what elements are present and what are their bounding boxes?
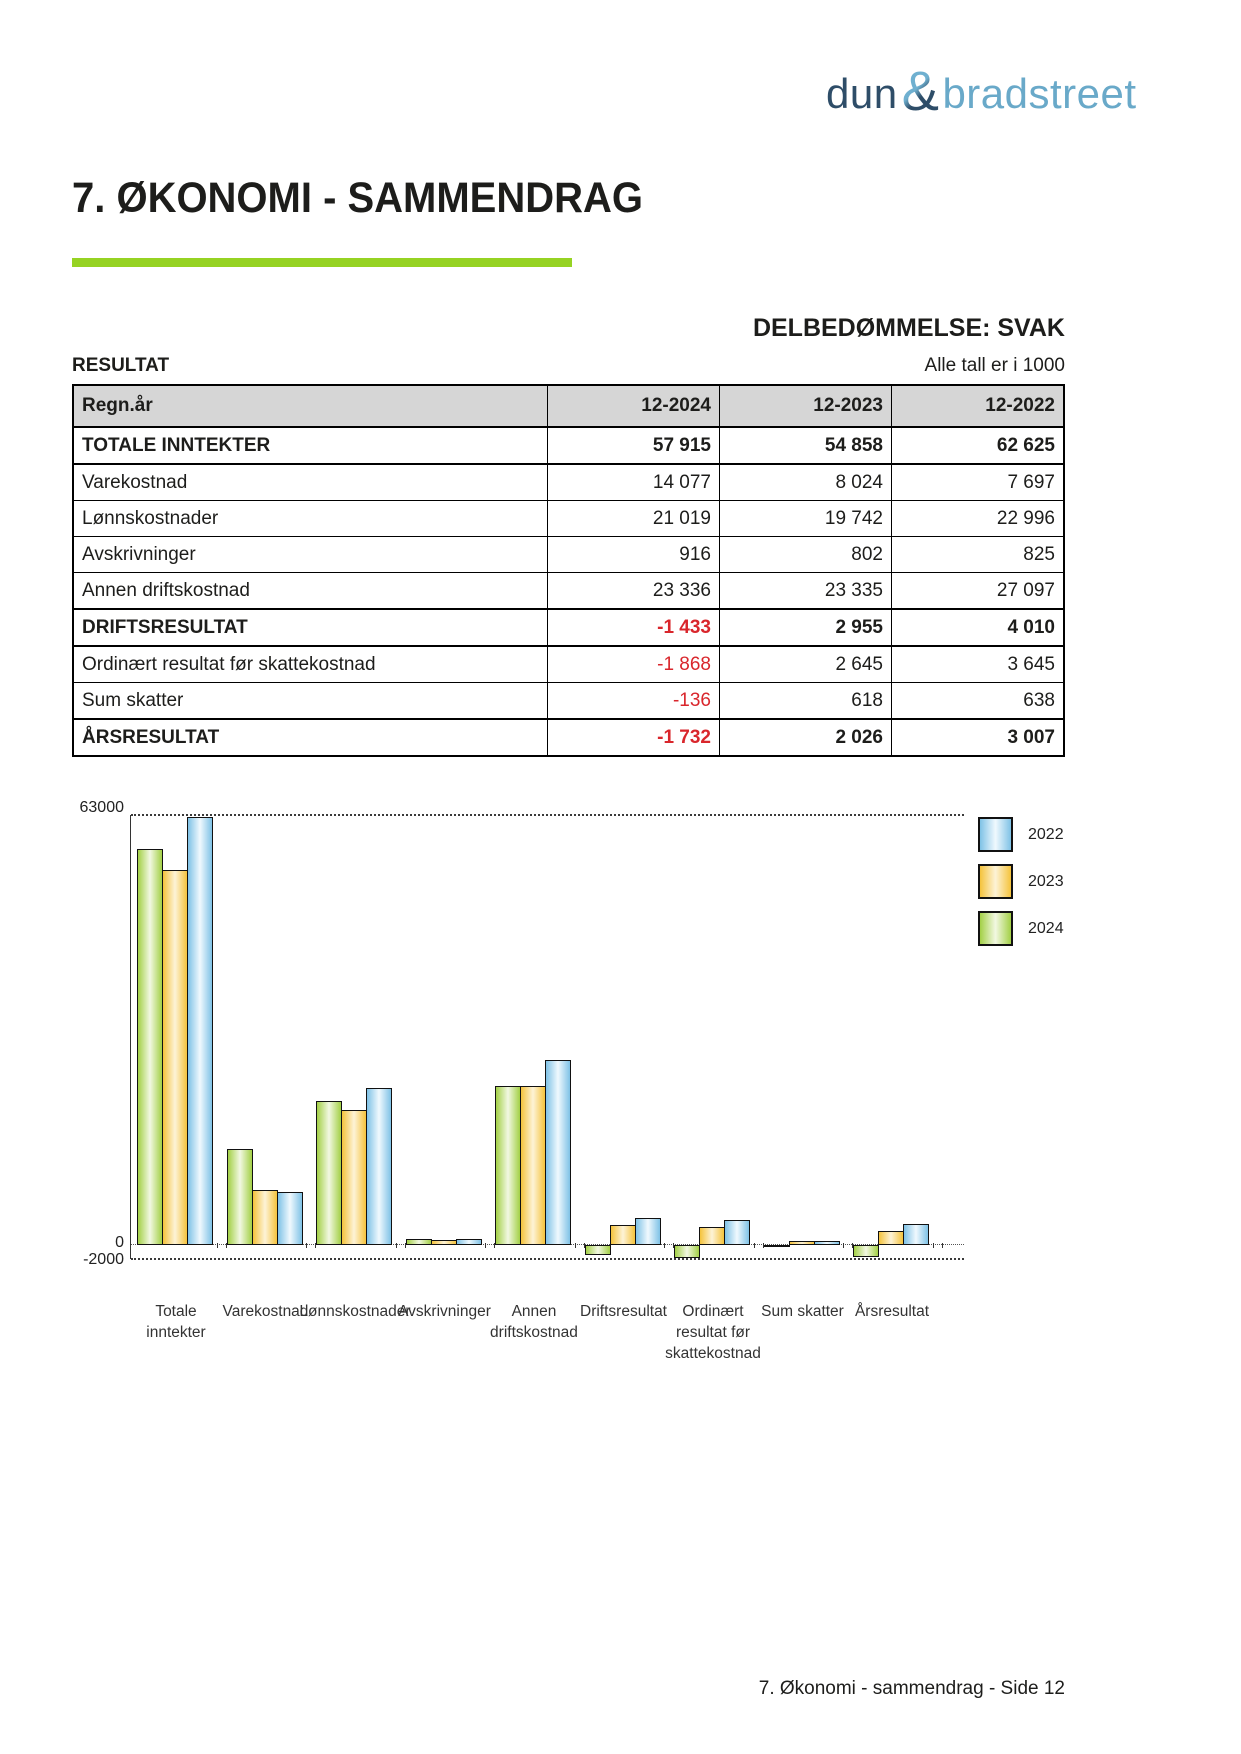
value-cell: -1 732 bbox=[548, 719, 720, 756]
value-cell: 21 019 bbox=[548, 501, 720, 537]
bar bar-2024 bbox=[853, 1245, 879, 1257]
chart-legend bbox=[978, 817, 1064, 958]
legend-label: 2023 bbox=[1028, 872, 1064, 890]
axis-tick bbox=[664, 1243, 665, 1248]
value-cell: -1 868 bbox=[548, 646, 720, 683]
axis-tick bbox=[754, 1243, 755, 1248]
bar bar-2023 bbox=[610, 1225, 636, 1245]
row-label: Ordinært resultat før skattekostnad bbox=[73, 646, 548, 683]
gridline-top bbox=[131, 814, 964, 816]
value-cell: 4 010 bbox=[892, 609, 1065, 646]
legend-swatch bbox=[978, 864, 1013, 899]
column-header: 12-2023 bbox=[720, 385, 892, 427]
assessment-heading: DELBEDØMMELSE: SVAK bbox=[752, 314, 1065, 342]
legend-item bbox=[978, 911, 1064, 946]
value-cell: 638 bbox=[892, 683, 1065, 720]
value-cell: 2 026 bbox=[720, 719, 892, 756]
x-axis-label-line: Annen bbox=[511, 1303, 557, 1320]
value-cell: 22 996 bbox=[892, 501, 1065, 537]
axis-tick bbox=[942, 1243, 943, 1248]
row-label: Varekostnad bbox=[73, 464, 548, 501]
axis-tick bbox=[933, 1243, 934, 1248]
axis-tick bbox=[217, 1243, 218, 1248]
row-label: DRIFTSRESULTAT bbox=[73, 609, 548, 646]
table-row bbox=[73, 719, 1064, 756]
value-cell: -136 bbox=[548, 683, 720, 720]
value-cell: -1 433 bbox=[548, 609, 720, 646]
table-row bbox=[73, 609, 1064, 646]
units-note: Alle tall er i 1000 bbox=[924, 355, 1065, 376]
dun-bradstreet-logo bbox=[826, 59, 1137, 122]
x-axis-label-line: Avskrivninger bbox=[398, 1303, 491, 1320]
value-cell: 27 097 bbox=[892, 573, 1065, 610]
x-axis-label-line: Sum skatter bbox=[761, 1303, 844, 1320]
legend-label: 2024 bbox=[1028, 919, 1064, 937]
row-label: Annen driftskostnad bbox=[73, 573, 548, 610]
section-heading: RESULTAT bbox=[72, 355, 170, 376]
bar bar-2022 bbox=[903, 1224, 929, 1245]
page-title: 7. ØKONOMI - SAMMENDRAG bbox=[72, 174, 643, 222]
bar bar-2022 bbox=[545, 1060, 571, 1245]
value-cell: 802 bbox=[720, 537, 892, 573]
x-axis-label-line: Ordinært bbox=[682, 1303, 744, 1320]
axis-tick bbox=[485, 1243, 486, 1248]
logo-text-bradstreet: bradstreet bbox=[942, 70, 1137, 117]
bar bar-2024 bbox=[585, 1245, 611, 1255]
value-cell: 825 bbox=[892, 537, 1065, 573]
bar bar-2022 bbox=[814, 1241, 840, 1245]
row-label: Sum skatter bbox=[73, 683, 548, 720]
axis-tick bbox=[575, 1243, 576, 1248]
column-header: 12-2022 bbox=[892, 385, 1065, 427]
bar bar-2023 bbox=[789, 1241, 815, 1245]
bar bar-2024 bbox=[495, 1086, 521, 1245]
bar bar-2024 bbox=[674, 1245, 700, 1258]
y-axis-label-bottom: -2000 bbox=[83, 1251, 124, 1268]
value-cell: 916 bbox=[548, 537, 720, 573]
table-header-row bbox=[73, 385, 1064, 427]
chart-plot-area bbox=[130, 815, 964, 1362]
value-cell: 62 625 bbox=[892, 427, 1065, 464]
bar bar-2022 bbox=[635, 1218, 661, 1245]
x-axis-label-line: Årsresultat bbox=[854, 1303, 930, 1320]
legend-swatch bbox=[978, 911, 1013, 946]
logo-text-dun: dun bbox=[826, 70, 898, 117]
table-row bbox=[73, 646, 1064, 683]
x-axis-label-line: Lønnskostnader bbox=[299, 1303, 411, 1320]
bar bar-2022 bbox=[187, 817, 213, 1245]
value-cell: 19 742 bbox=[720, 501, 892, 537]
row-label: Avskrivninger bbox=[73, 537, 548, 573]
gridline-bottom bbox=[131, 1258, 964, 1260]
x-axis-label-line: resultat før bbox=[675, 1324, 751, 1341]
x-axis-label-line: Driftsresultat bbox=[580, 1303, 667, 1320]
bar bar-2023 bbox=[520, 1086, 546, 1245]
row-label: ÅRSRESULTAT bbox=[73, 719, 548, 756]
value-cell: 2 955 bbox=[720, 609, 892, 646]
bar bar-2023 bbox=[252, 1190, 278, 1245]
table-row bbox=[73, 501, 1064, 537]
bar bar-2023 bbox=[431, 1240, 457, 1245]
x-axis-label-line: Totale bbox=[155, 1303, 197, 1320]
legend-label: 2022 bbox=[1028, 825, 1064, 843]
bar bar-2024 bbox=[227, 1149, 253, 1245]
x-axis-label-line: Varekostnad bbox=[222, 1303, 309, 1320]
bar bar-2023 bbox=[162, 870, 188, 1245]
column-header: 12-2024 bbox=[548, 385, 720, 427]
axis-tick bbox=[306, 1243, 307, 1248]
bar bar-2024 bbox=[316, 1101, 342, 1245]
bar bar-2023 bbox=[878, 1231, 904, 1245]
row-label: TOTALE INNTEKTER bbox=[73, 427, 548, 464]
value-cell: 3 007 bbox=[892, 719, 1065, 756]
ampersand-icon: & bbox=[901, 59, 940, 122]
profit-chart bbox=[72, 790, 1082, 1390]
bar bar-2023 bbox=[699, 1227, 725, 1245]
table-row bbox=[73, 573, 1064, 610]
value-cell: 3 645 bbox=[892, 646, 1065, 683]
row-label: Lønnskostnader bbox=[73, 501, 548, 537]
table-row bbox=[73, 464, 1064, 501]
bar bar-2024 bbox=[764, 1245, 790, 1247]
bar bar-2022 bbox=[277, 1192, 303, 1245]
title-accent-bar bbox=[72, 258, 572, 267]
bar bar-2024 bbox=[406, 1239, 432, 1245]
x-axis-label-line: driftskostnad bbox=[490, 1324, 578, 1341]
column-header: Regn.år bbox=[73, 385, 548, 427]
legend-swatch bbox=[978, 817, 1013, 852]
value-cell: 54 858 bbox=[720, 427, 892, 464]
table-row bbox=[73, 537, 1064, 573]
bar bar-2022 bbox=[724, 1220, 750, 1245]
value-cell: 57 915 bbox=[548, 427, 720, 464]
page-footer: 7. Økonomi - sammendrag - Side 12 bbox=[758, 1678, 1065, 1699]
value-cell: 7 697 bbox=[892, 464, 1065, 501]
x-axis-label-line: inntekter bbox=[146, 1324, 206, 1341]
x-axis-label bbox=[817, 1301, 967, 1322]
value-cell: 14 077 bbox=[548, 464, 720, 501]
axis-tick bbox=[843, 1243, 844, 1248]
y-axis-label-zero: 0 bbox=[115, 1234, 124, 1251]
table-row bbox=[73, 683, 1064, 720]
y-axis-label-top: 63000 bbox=[79, 799, 124, 816]
bar bar-2022 bbox=[366, 1088, 392, 1245]
x-axis-label-line: skattekostnad bbox=[665, 1345, 761, 1362]
value-cell: 2 645 bbox=[720, 646, 892, 683]
financial-table bbox=[72, 384, 1065, 757]
bar bar-2024 bbox=[137, 849, 163, 1245]
legend-item bbox=[978, 817, 1064, 852]
bar bar-2023 bbox=[341, 1110, 367, 1245]
value-cell: 618 bbox=[720, 683, 892, 720]
value-cell: 23 335 bbox=[720, 573, 892, 610]
value-cell: 23 336 bbox=[548, 573, 720, 610]
table-row bbox=[73, 427, 1064, 464]
bar bar-2022 bbox=[456, 1239, 482, 1245]
value-cell: 8 024 bbox=[720, 464, 892, 501]
legend-item bbox=[978, 864, 1064, 899]
axis-tick bbox=[396, 1243, 397, 1248]
